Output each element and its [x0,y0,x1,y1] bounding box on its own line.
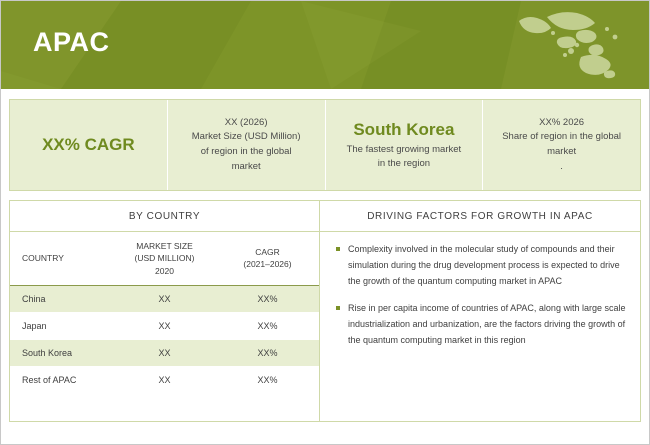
world-map-icon [507,7,627,85]
kpi-fastest-growing-value: South Korea [353,119,455,139]
by-country-heading: BY COUNTRY [10,201,319,232]
cell-cagr: XX% [216,366,319,393]
column-header-country: COUNTRY [10,232,113,285]
cell-market-size: XX [113,312,216,339]
list-item [334,242,626,289]
bullet-text: Complexity involved in the molecular study of compounds and their simulation during the drug development process is expected to drive the growth of the quantum computing market in APAC [348,244,620,286]
detail-panels [9,200,641,422]
cell-market-size: XX [113,285,216,312]
kpi-market-size-line4: market [231,160,261,172]
kpi-market-size-line1: XX (2026) [224,116,268,128]
column-header-market-size-line1: MARKET SIZE [136,241,193,251]
column-header-market-size-line3: 2020 [155,265,174,276]
table-row [10,339,319,366]
kpi-fastest-growing [326,100,484,190]
cell-country: South Korea [10,339,113,366]
kpi-market-size [168,100,326,190]
kpi-global-share-line4: . [560,160,563,172]
cell-market-size: XX [113,339,216,366]
column-header-market-size-line2: (USD MILLION) [134,253,195,264]
column-header-market-size [113,232,216,285]
cell-cagr: XX% [216,312,319,339]
bullet-square-icon [336,306,340,310]
kpi-strip [9,99,641,191]
table-row [10,285,319,312]
country-table [10,232,319,394]
kpi-global-share-line3: market [547,146,577,157]
table-header-row [10,232,319,285]
table-row [10,366,319,393]
kpi-global-share [483,100,640,190]
by-country-panel [10,201,320,421]
list-item [334,301,626,348]
driving-factors-list [320,232,640,369]
cell-cagr: XX% [216,339,319,366]
bullet-square-icon [336,247,340,251]
kpi-global-share-line2: Share of region in the global [502,131,622,143]
cell-market-size: XX [113,366,216,393]
cell-country: China [10,285,113,312]
kpi-cagr-value: XX% CAGR [42,135,135,155]
kpi-fastest-growing-line1: The fastest growing market [346,143,462,155]
column-header-cagr [216,232,319,285]
kpi-fastest-growing-line2: in the region [377,158,431,170]
bullet-text: Rise in per capita income of countries of APAC, along with large scale industrialization and urbanization, are the factors driving the growth of the quantum computing market in this region [348,303,626,345]
page-title: APAC [33,27,110,57]
kpi-global-share-line1: XX% 2026 [539,116,585,128]
cell-country: Japan [10,312,113,339]
kpi-cagr [10,100,168,190]
driving-factors-heading: DRIVING FACTORS FOR GROWTH IN APAC [320,201,640,232]
column-header-cagr-line2: (2021–2026) [243,259,292,270]
header-banner [1,1,649,89]
table-row [10,312,319,339]
cell-cagr: XX% [216,285,319,312]
cell-country: Rest of APAC [10,366,113,393]
kpi-market-size-line2: Market Size (USD Million) [191,131,301,143]
column-header-cagr-line1: CAGR [255,247,280,258]
driving-factors-panel [320,201,640,421]
kpi-market-size-line3: of region in the global [200,146,292,157]
